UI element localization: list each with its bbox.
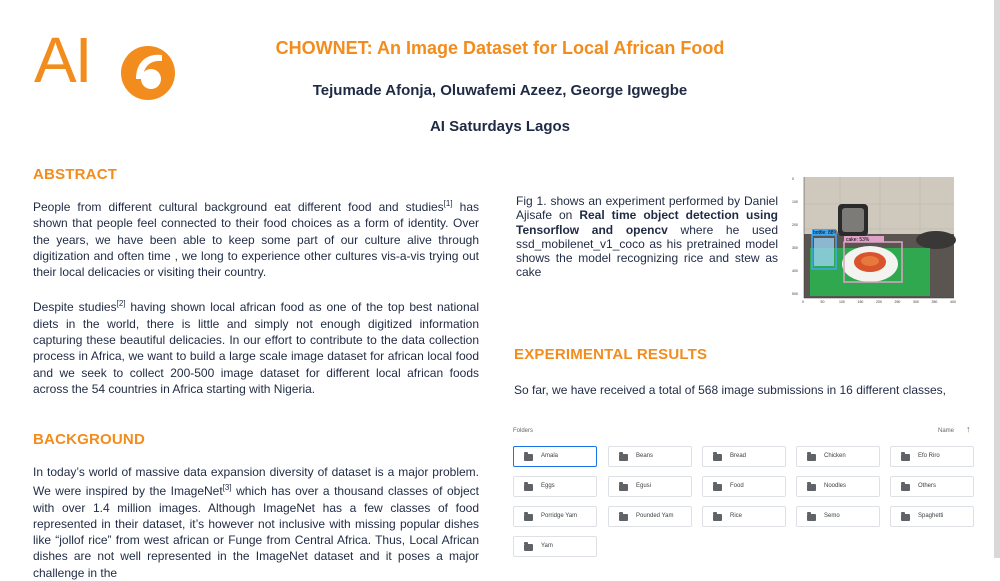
figure-caption [516, 194, 778, 280]
background-heading: BACKGROUND [33, 431, 145, 448]
folder-icon [524, 484, 533, 491]
abstract-p2-text-a: Despite studies [33, 300, 117, 315]
folder-food[interactable] [702, 476, 786, 497]
name-sort-label[interactable]: Name [938, 428, 955, 434]
citation-3: [3] [222, 483, 232, 493]
background-paragraph-1 [33, 464, 479, 581]
x-tick-label: 150 [857, 300, 864, 304]
background-body [33, 464, 479, 580]
authors: Tejumade Afonja, Oluwafemi Azeez, George Igwegbe [312, 82, 688, 99]
x-tick-label: 300 [913, 300, 919, 304]
results-heading: EXPERIMENTAL RESULTS [514, 346, 708, 363]
folder-icon [524, 454, 533, 461]
caption-bold: Real time object detection using Tensorflow and opencv [516, 208, 778, 237]
abstract-p2-text-b: having shown local african food as one of the top best national diets in the world, there is little and simply not enough digitized information capturing these beautiful delicacies. In our effort to contribute to the data collection process in Africa, we want to build a large scale image dataset for african local food and we seek to collect 200-500 image dataset for different local african foods across the 54 countries in Africa starting with Nigeria. [33, 300, 479, 396]
x-tick-label: 350 [931, 300, 938, 304]
folder-icon [901, 454, 910, 461]
folder-label: Bread [730, 453, 747, 459]
folder-label: Efo Riro [918, 453, 940, 459]
folder-label: Egusi [636, 483, 652, 489]
folder-rice[interactable] [702, 506, 786, 527]
folder-bread[interactable] [702, 446, 786, 467]
folder-icon [619, 514, 628, 521]
folder-eggs[interactable] [513, 476, 597, 497]
folder-label: Beans [636, 453, 654, 459]
x-tick-label: 400 [950, 300, 956, 304]
arrow-up-icon[interactable]: ↑ [966, 424, 971, 434]
abstract-p1-text-b: has shown that people feel connected to their food choices as a form of identity. Over the years, we have been able to keep some part of our culture alive through digitization and often time , we long to experience other cultures vis-a-vis trying out their local delicacies or visiting their country. [33, 200, 479, 280]
folder-efo-riro[interactable] [890, 446, 974, 467]
caption-text-a: Fig 1. shows an experiment performed by Daniel Ajisafe on [516, 194, 778, 223]
folder-label: Food [730, 483, 744, 489]
affiliation: AI Saturdays Lagos [429, 118, 571, 135]
cake-label: cake: 53% [846, 237, 870, 243]
x-tick-label: 250 [894, 300, 901, 304]
abstract-paragraph-1 [33, 196, 479, 280]
folder-icon [524, 514, 533, 521]
folder-amala[interactable] [513, 446, 597, 467]
folder-label: Semo [824, 513, 840, 519]
folder-label: Others [918, 483, 937, 489]
abstract-p1-text-a: People from different cultural background eat different food and studies [33, 200, 444, 214]
x-tick-label: 0 [802, 300, 804, 304]
y-tick-label: 200 [792, 223, 798, 227]
y-tick-label: 0 [792, 177, 794, 181]
citation-1: [1] [443, 199, 453, 208]
folder-icon [713, 484, 722, 491]
folder-porridge-yam[interactable] [513, 506, 597, 527]
folder-beans[interactable] [608, 446, 692, 467]
folder-icon [619, 454, 628, 461]
y-tick-label: 400 [792, 269, 798, 273]
logo-text: AI [34, 24, 91, 96]
detection-figure [790, 174, 958, 304]
folder-label: Noodles [824, 483, 847, 489]
folder-label: Chicken [824, 453, 846, 459]
x-tick-label: 100 [839, 300, 845, 304]
folder-icon [713, 454, 722, 461]
y-tick-label: 100 [792, 200, 798, 204]
folder-label: Amala [541, 453, 559, 459]
abstract-heading: ABSTRACT [33, 166, 118, 183]
folder-icon [901, 514, 910, 521]
folder-semo[interactable] [796, 506, 880, 527]
folder-pounded-yam[interactable] [608, 506, 692, 527]
folder-egusi[interactable] [608, 476, 692, 497]
x-tick-label: 50 [820, 300, 825, 304]
background-p1-text-a: In today’s world of massive data expansion diversity of dataset is a major problem. We were inspired by the ImageNet [33, 465, 479, 499]
folder-chicken[interactable] [796, 446, 880, 467]
folder-noodles[interactable] [796, 476, 880, 497]
folder-label: Spaghetti [918, 513, 944, 519]
folder-label: Rice [730, 513, 743, 519]
folder-label: Eggs [541, 483, 555, 489]
folder-label: Yam [541, 543, 553, 549]
folder-spaghetti[interactable] [890, 506, 974, 527]
folders-panel [508, 420, 988, 558]
abstract-body [33, 196, 479, 397]
pot [916, 231, 956, 249]
bottle [814, 238, 834, 266]
folder-icon [524, 544, 533, 551]
background-p1-text-b: which has over a thousand classes of object with over 1.4 million images. Although ImageNet has a few classes of food represented in their dataset, it’s however not inclusive with missing popular dishes like “jollof rice” from west african or Funge from Central Africa. Thus, Local African dishes are not well represented in the ImageNet dataset and it poses a major challenge in the [33, 484, 479, 580]
folder-icon [807, 484, 816, 491]
y-tick-label: 300 [792, 246, 798, 250]
citation-2: [2] [116, 299, 126, 309]
caption-text-b: where he used ssd_mobilenet_v1_coco as his pretrained model shows the model recognizing rice and stew as cake [516, 222, 779, 280]
folder-icon [619, 484, 628, 491]
y-tick-label: 500 [792, 292, 798, 296]
folder-yam[interactable] [513, 536, 597, 557]
folders-label: Folders [513, 428, 534, 434]
folder-others[interactable] [890, 476, 974, 497]
abstract-paragraph-2 [33, 296, 479, 397]
folder-label: Pounded Yam [636, 513, 674, 519]
folder-icon [713, 514, 722, 521]
folder-icon [807, 454, 816, 461]
x-tick-label: 200 [876, 300, 882, 304]
results-text: So far, we have received a total of 568 image submissions in 16 different classes, [514, 383, 947, 397]
bottle-label: bottle: 88% [813, 230, 839, 236]
folder-icon [901, 484, 910, 491]
folder-icon [807, 514, 816, 521]
folder-label: Porridge Yam [541, 513, 578, 519]
paper-title: CHOWNET: An Image Dataset for Local African Food [275, 38, 725, 58]
